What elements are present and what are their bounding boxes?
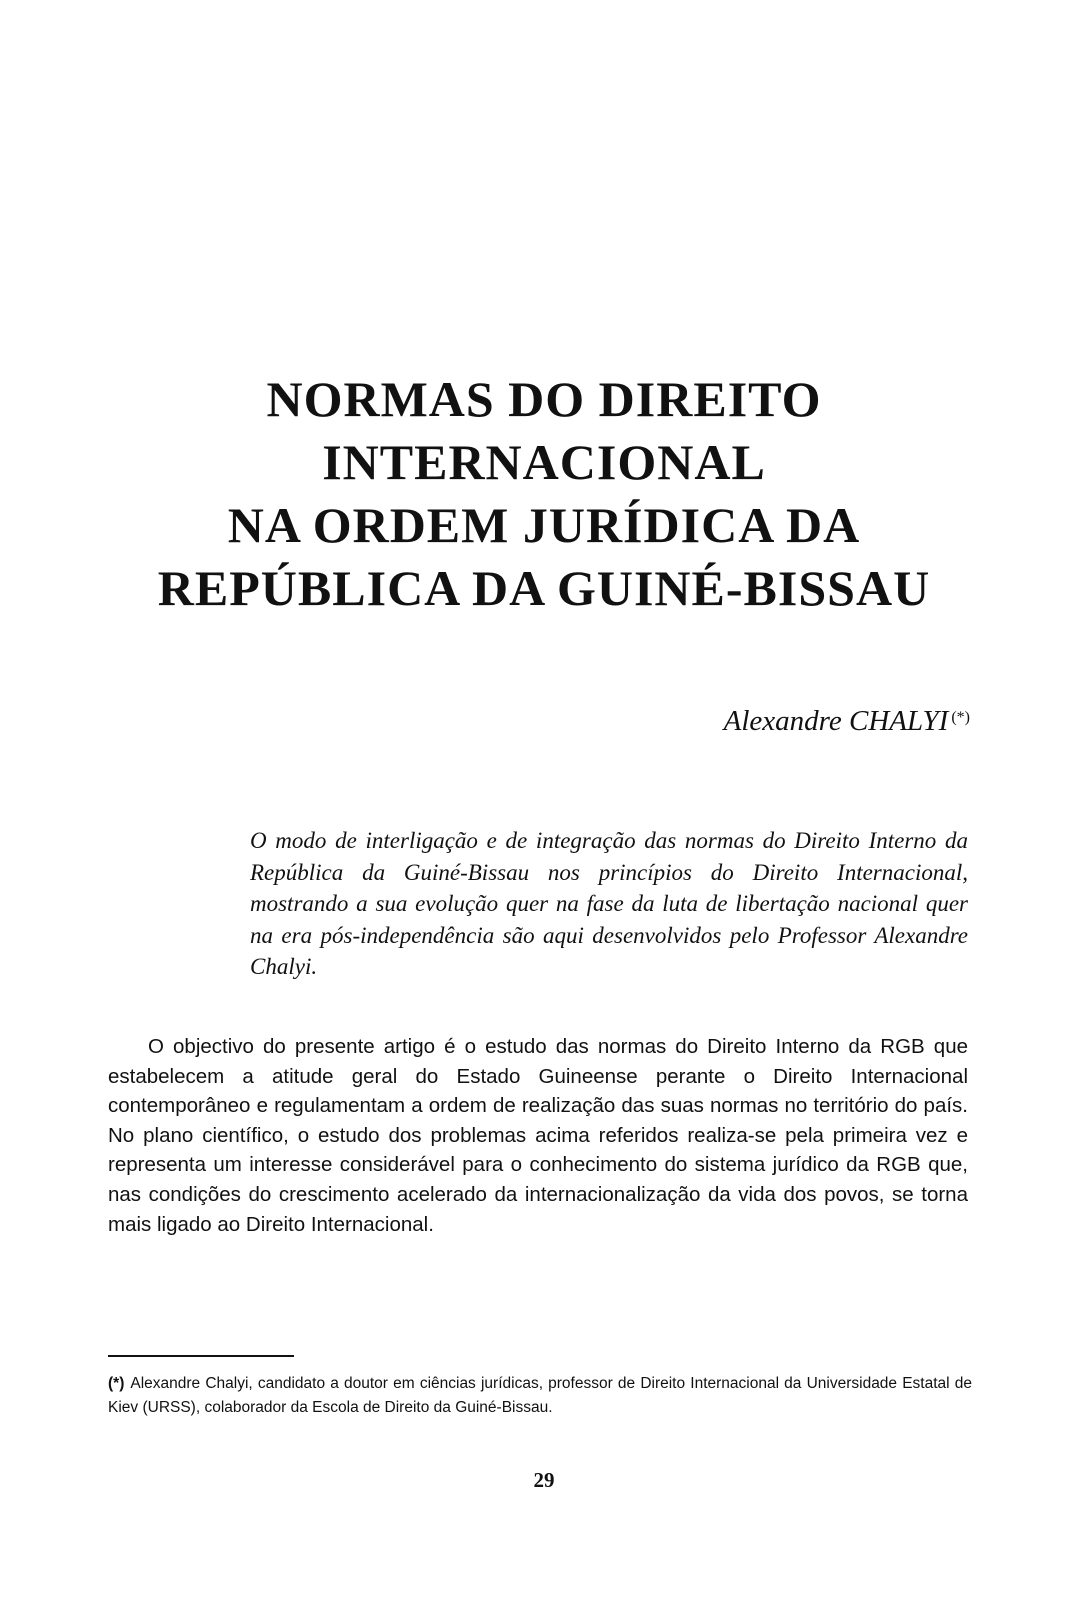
body-paragraph: O objectivo do presente artigo é o estudo das normas do Direito Interno da RGB que estabelecem a atitude geral do Estado Guineense perante o Direito Internacional contemporâneo e regulamentam a ordem de realização das suas normas no território do país. No plano científico, o estudo dos problemas acima referidos realiza-se pela primeira vez e representa um interesse considerável para o conhecimento do sistema jurídico da RGB que, nas condições do crescimento acelerado da internacionalização da vida dos povos, se torna mais ligado ao Direito Internacional. [108, 1035, 968, 1236]
article-title [100, 368, 988, 620]
title-line-4: REPÚBLICA DA GUINÉ-BISSAU [157, 560, 931, 616]
author-name: Alexandre CHALYI [723, 705, 949, 737]
title-line-3: NA ORDEM JURÍDICA DA [227, 497, 861, 553]
abstract: O modo de interligação e de integração das normas do Direito Interno da República da Guiné-Bissau nos princípios do Direito Internacional, mostrando a sua evolução quer na fase da luta de libertação nacional quer na era pós-independência são aqui desenvolvidos pelo Professor Alexandre Chalyi. [250, 828, 968, 979]
footnote-divider [108, 1355, 294, 1357]
footnote-text: Alexandre Chalyi, candidato a doutor em ciências jurídicas, professor de Direito Internacional da Universidade Estatal de Kiev (URSS), colaborador da Escola de Direito da Guiné-Bissau. [108, 1375, 972, 1416]
page-number: 29 [533, 1468, 555, 1492]
author-footnote-marker: (*) [951, 709, 970, 726]
title-line-1: NORMAS DO DIREITO [266, 371, 822, 427]
footnote-marker: (*) [108, 1375, 125, 1392]
title-line-2: INTERNACIONAL [322, 434, 766, 490]
author-byline [724, 700, 970, 739]
footnote [108, 1372, 972, 1420]
